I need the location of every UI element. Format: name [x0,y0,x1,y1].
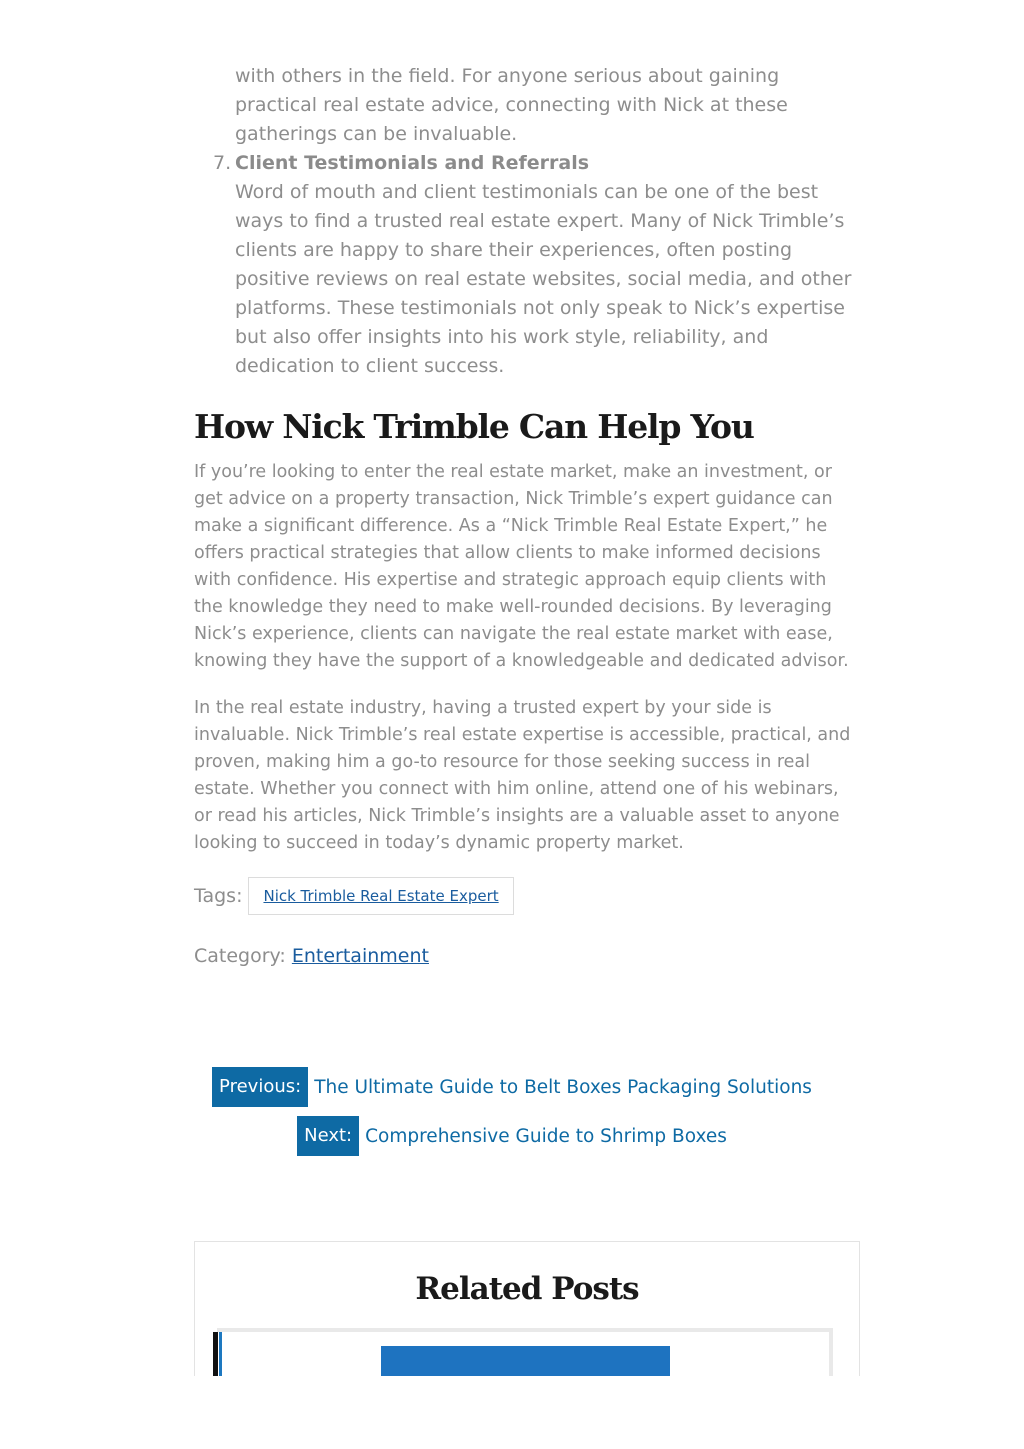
next-post-link[interactable]: Comprehensive Guide to Shrimp Boxes [365,1125,727,1147]
related-posts-title: Related Posts [415,1271,639,1307]
category-label: Category: [194,945,286,967]
previous-post-nav[interactable] [0,1067,1024,1107]
previous-post-link[interactable]: The Ultimate Guide to Belt Boxes Packaging Solutions [314,1076,812,1098]
next-post-nav[interactable] [0,1116,1024,1156]
tag-link[interactable]: Nick Trimble Real Estate Expert [248,877,513,915]
list-item-title: Client Testimonials and Referrals [235,152,590,174]
section-paragraph-1: If you’re looking to enter the real estate market, make an investment, or get advice on a property transaction, Nick Trimble’s expert guidance can make a significant difference. As a “Nick Trimble Real Estate Expert,” he offers practical strategies that allow clients to make informed decisions with confidence. His expertise and strategic approach equip clients with the knowledge they need to make well-rounded decisions. By leveraging Nick’s experience, clients can navigate the real estate market with ease, knowing they have the support of a knowledgeable and dedicated advisor. [194,462,849,671]
category-link[interactable]: Entertainment [291,945,429,967]
tags-row [194,877,860,915]
next-label: Next: [297,1116,359,1156]
tags-label: Tags: [194,885,243,907]
list-number: 7. [213,152,232,174]
section-paragraph-2: In the real estate industry, having a trusted expert by your side is invaluable. Nick Trimble’s real estate expertise is accessible, practical, and proven, making him a go-to resource for those seeking success in real estate. Whether you connect with him online, attend one of his webinars, or read his articles, Nick Trimble’s insights are a valuable asset to anyone looking to succeed in today’s dynamic property market. [194,698,851,853]
list-item-6-tail: with others in the field. For anyone serious about gaining practical real estate advice, connecting with Nick at these gatherings can be invaluable. [235,65,788,145]
page-bottom-margin [0,1376,1024,1449]
post-navigation [0,1067,1024,1156]
list-item-7 [213,149,860,381]
category-row [194,945,860,967]
section-heading: How Nick Trimble Can Help You [194,407,754,446]
list-item-body: Word of mouth and client testimonials can be one of the best ways to find a trusted real estate expert. Many of Nick Trimble’s clients are happy to share their experiences, often posting positive reviews on real estate websites, social media, and other platforms. These testimonials not only speak to Nick’s expertise but also offer insights into his work style, reliability, and dedication to client success. [235,181,852,377]
previous-label: Previous: [212,1067,308,1107]
article-content [194,0,860,967]
